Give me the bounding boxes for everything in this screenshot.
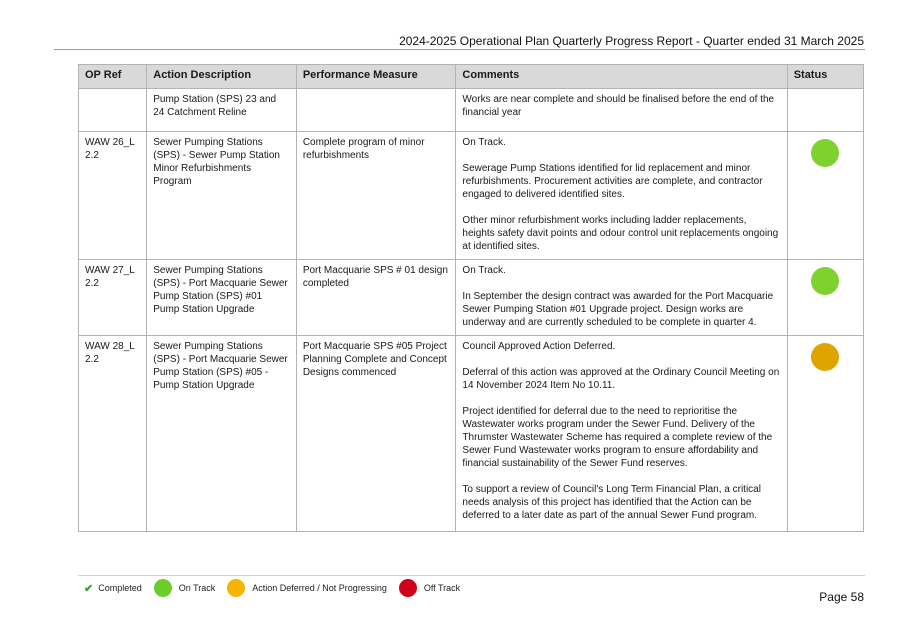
comment-paragraph: Council Approved Action Deferred.	[462, 341, 616, 352]
comments-cell	[456, 336, 787, 532]
table-row	[79, 132, 864, 260]
op-ref-cell: WAW 28_L 2.2	[79, 336, 147, 532]
table-row	[79, 260, 864, 336]
status-legend	[84, 579, 472, 597]
status-cell	[787, 260, 863, 336]
action-description-cell: Sewer Pumping Stations (SPS) - Sewer Pump Station Minor Refurbishments Program	[147, 132, 297, 260]
status-on-track-indicator	[811, 139, 839, 167]
column-header-performance-measure: Performance Measure	[296, 65, 456, 89]
comment-paragraph: Works are near complete and should be finalised before the end of the financial year	[462, 94, 775, 118]
column-header-status: Status	[787, 65, 863, 89]
status-cell	[787, 132, 863, 260]
column-header-op-ref: OP Ref	[79, 65, 147, 89]
comments-cell	[456, 89, 787, 132]
legend-deferred-label: Action Deferred / Not Progressing	[252, 583, 387, 593]
comment-paragraph: Deferral of this action was approved at the Ordinary Council Meeting on 14 November 2024 Item No 10.11.	[462, 367, 780, 391]
comment-paragraph: Other minor refurbishment works including ladder replacements, heights safety davit points and odour control unit replacements ongoing at identified sites.	[462, 215, 779, 252]
op-ref-cell: WAW 26_L 2.2	[79, 132, 147, 260]
performance-measure-cell: Port Macquarie SPS # 01 design completed	[296, 260, 456, 336]
comment-paragraph: Project identified for deferral due to the need to reprioritise the Wastewater works program under the Sewer Fund. Delivery of the Thrumster Wastewater Scheme has required a complete review of the Sewer Fund Wastewater works program to ensure affordability and financial sustainability of the Sewer Fund reserves.	[462, 406, 773, 469]
op-ref-cell: WAW 27_L 2.2	[79, 260, 147, 336]
comments-cell	[456, 132, 787, 260]
comment-paragraph: On Track.	[462, 137, 506, 148]
page-number: Page 58	[819, 590, 864, 604]
action-description-cell: Pump Station (SPS) 23 and 24 Catchment Reline	[147, 89, 297, 132]
comment-paragraph: In September the design contract was awarded for the Port Macquarie Sewer Pumping Station #01 Upgrade project. Design works are underway and are currently scheduled to be complete in quarter 4.	[462, 291, 774, 328]
op-ref-cell	[79, 89, 147, 132]
status-cell	[787, 89, 863, 132]
performance-measure-cell	[296, 89, 456, 132]
progress-table	[78, 64, 864, 532]
comment-paragraph: On Track.	[462, 265, 506, 276]
status-on-track-indicator	[811, 267, 839, 295]
report-header-title: 2024-2025 Operational Plan Quarterly Progress Report - Quarter ended 31 March 2025	[399, 34, 864, 48]
table-row	[79, 89, 864, 132]
status-cell	[787, 336, 863, 532]
green-circle-icon	[154, 579, 172, 597]
performance-measure-cell: Complete program of minor refurbishments	[296, 132, 456, 260]
column-header-action-description: Action Description	[147, 65, 297, 89]
amber-circle-icon	[227, 579, 245, 597]
legend-on-track	[154, 579, 216, 597]
action-description-cell: Sewer Pumping Stations (SPS) - Port Macquarie Sewer Pump Station (SPS) #01 Pump Station Upgrade	[147, 260, 297, 336]
status-deferred-indicator	[811, 343, 839, 371]
legend-deferred	[227, 579, 387, 597]
action-description-cell: Sewer Pumping Stations (SPS) - Port Macquarie Sewer Pump Station (SPS) #05 - Pump Station Upgrade	[147, 336, 297, 532]
checkmark-icon: ✔	[84, 582, 94, 595]
comments-cell	[456, 260, 787, 336]
header-divider	[54, 49, 865, 50]
legend-divider	[78, 575, 865, 576]
legend-off-track-label: Off Track	[423, 583, 461, 593]
comment-paragraph: Sewerage Pump Stations identified for lid replacement and minor refurbishments. Procurement activities are complete, and contractor engaged to delivered identified sites.	[462, 163, 763, 200]
column-header-comments: Comments	[456, 65, 787, 89]
table-header-row	[79, 65, 864, 89]
legend-off-track	[399, 579, 460, 597]
legend-completed	[84, 582, 142, 595]
comment-paragraph: To support a review of Council's Long Term Financial Plan, a critical needs analysis of this project has identified that the Action can be deferred to a later date as part of the annual Sewer Fund program.	[462, 484, 761, 521]
legend-on-track-label: On Track	[178, 583, 216, 593]
table-row	[79, 336, 864, 532]
legend-completed-label: Completed	[98, 583, 142, 593]
performance-measure-cell: Port Macquarie SPS #05 Project Planning Complete and Concept Designs commenced	[296, 336, 456, 532]
red-circle-icon	[399, 579, 417, 597]
